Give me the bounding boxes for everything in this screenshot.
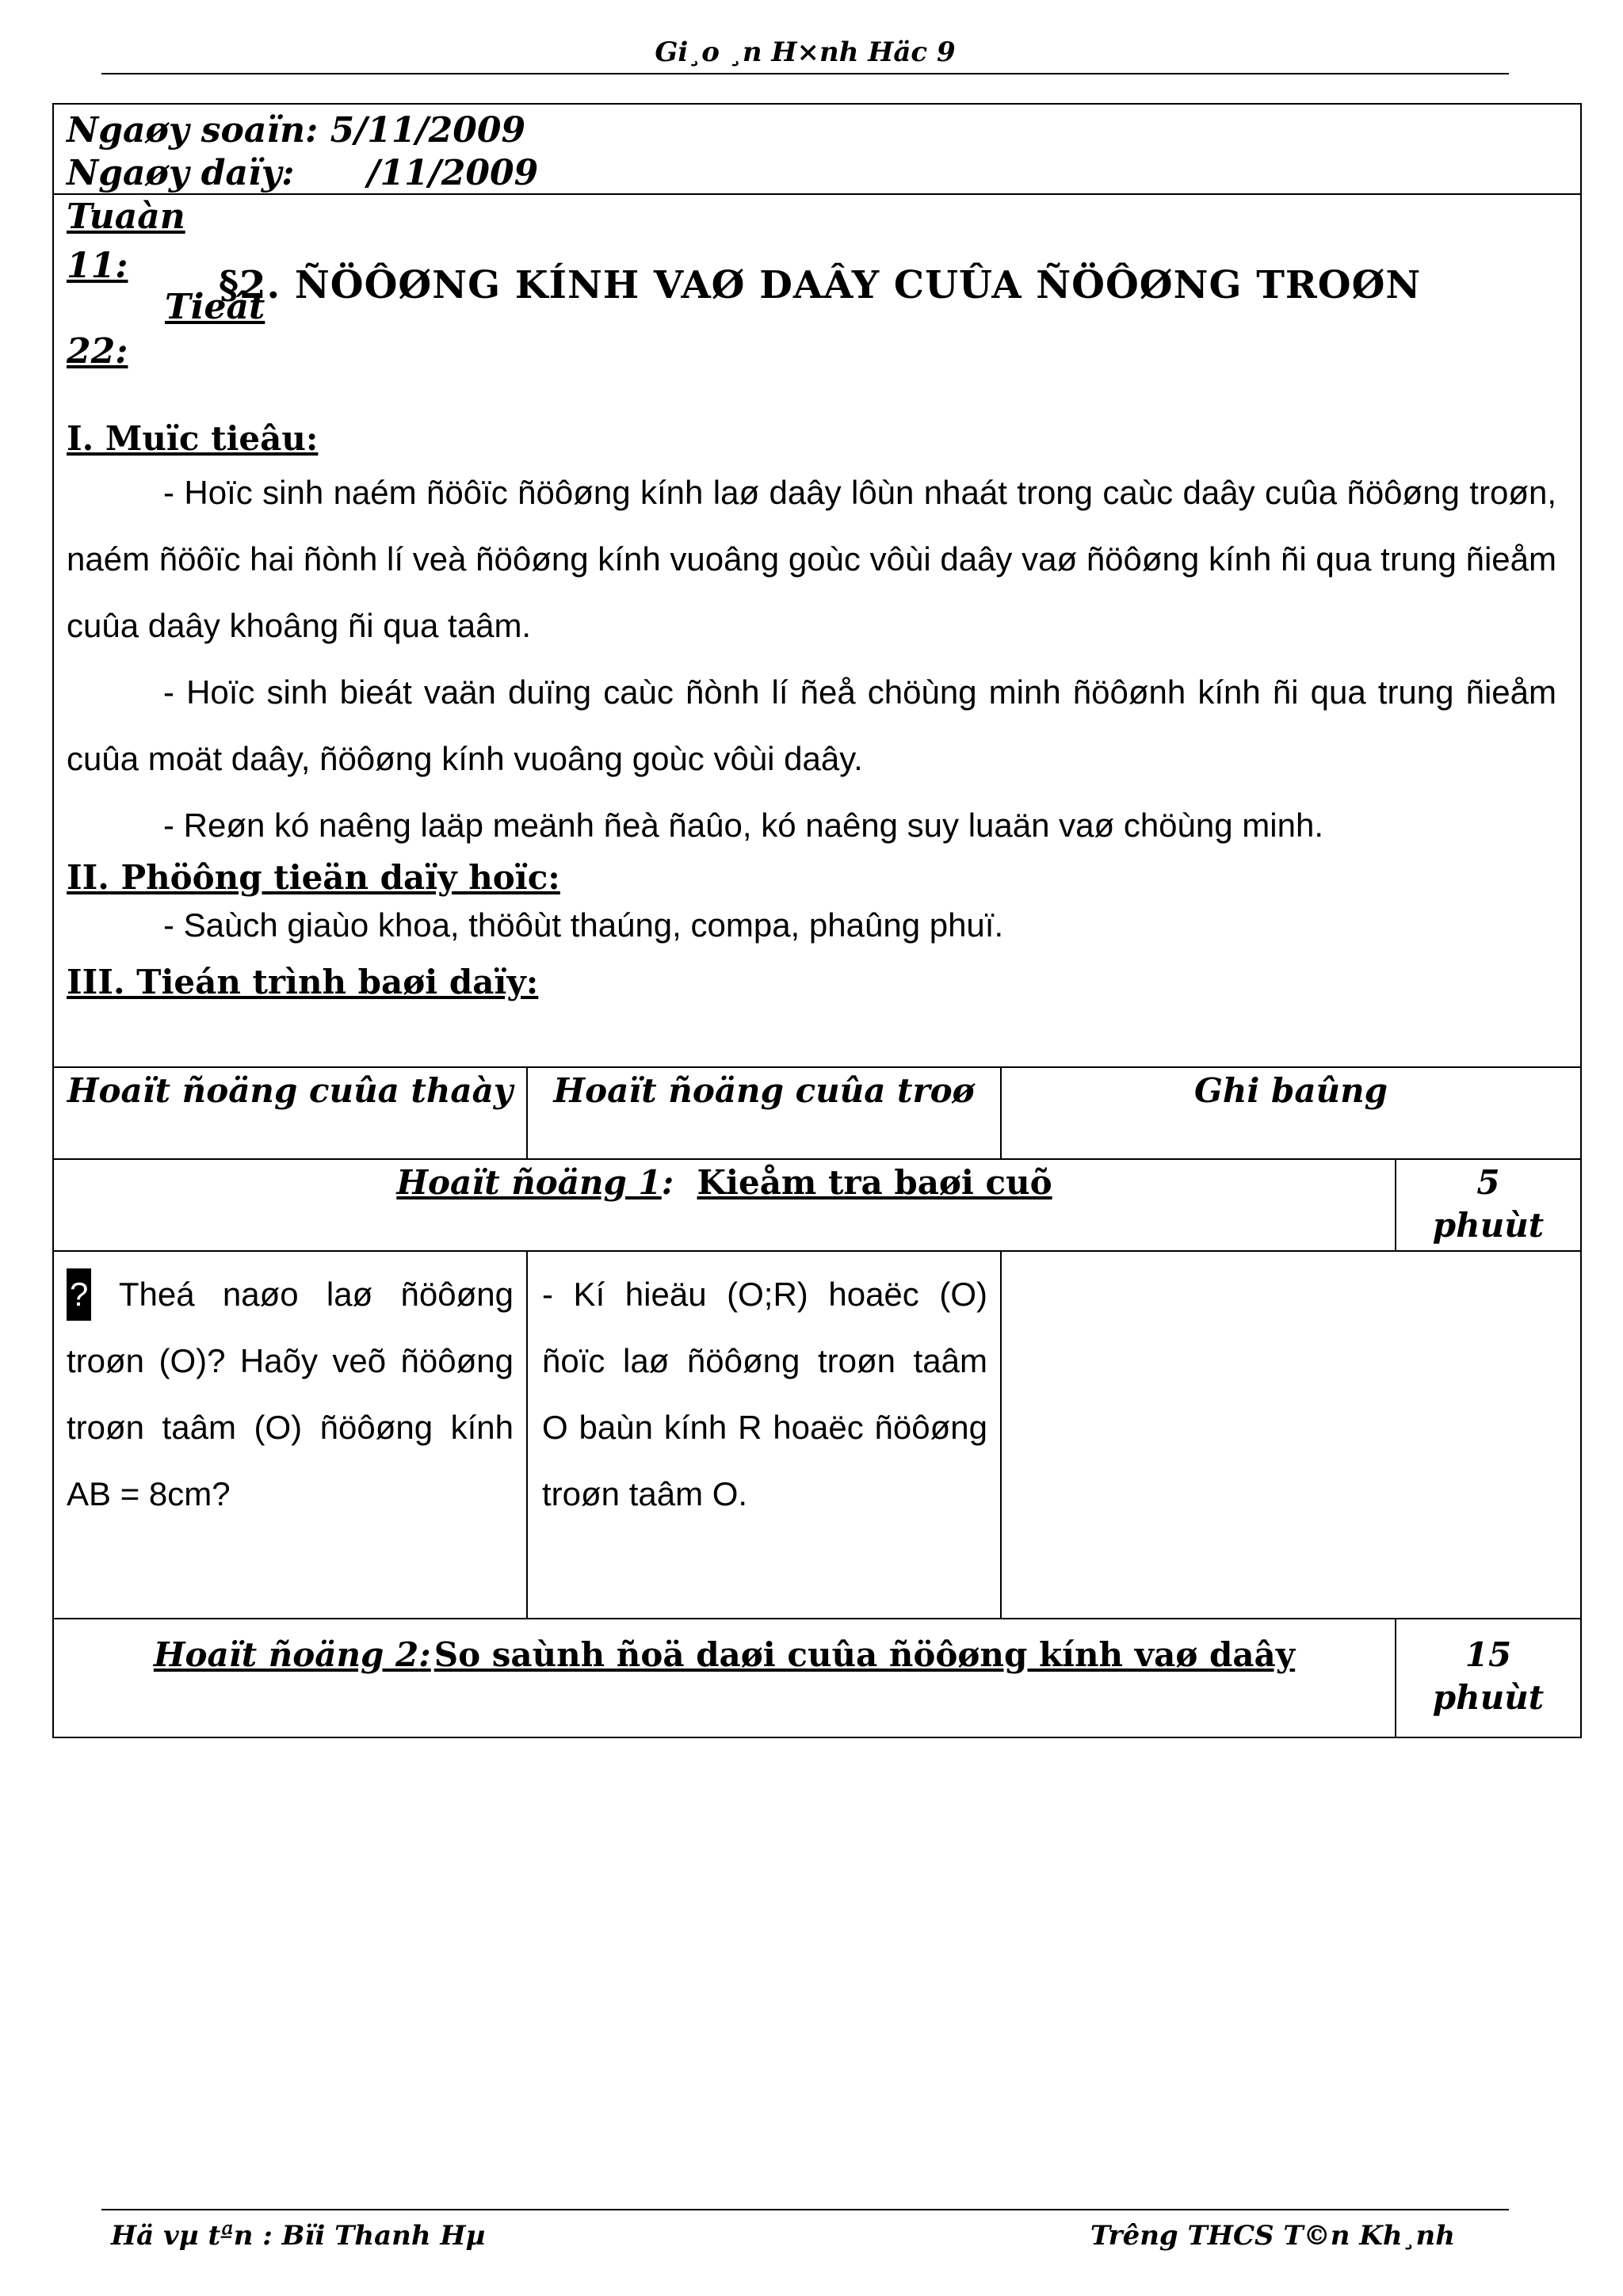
process-heading: III. Tieán trình baøi daïy: xyxy=(67,963,539,1001)
activity-2-name: So saùnh ñoä daøi cuûa ñöôøng kính vaø daây xyxy=(433,1635,1296,1674)
header-board-cell xyxy=(1000,1068,1580,1158)
activity-1-content-row xyxy=(54,1252,1580,1619)
lesson-content xyxy=(54,195,1580,1068)
activity-1-label: Hoaït ñoäng 1 xyxy=(396,1163,662,1202)
header-student: Hoaït ñoäng cuûa troø xyxy=(553,1071,975,1110)
week-number: 11: xyxy=(67,246,128,286)
activity-1-time-cell xyxy=(1395,1160,1580,1250)
student-answer: - Kí hieäu (O;R) hoaëc (O) ñoïc laø ñöôøng troøn taâm O baùn kính R hoaëc ñöôøng troøn taâm O. xyxy=(542,1276,987,1512)
activity-2-time: 15 phuùt xyxy=(1432,1635,1545,1717)
activity-1-title xyxy=(54,1160,1395,1250)
board-cell xyxy=(1000,1252,1580,1618)
objective-item: - Reøn kó naêng laäp meänh ñeà ñaûo, kó naêng suy luaän vaø chöùng minh. xyxy=(163,807,1323,844)
objectives-heading: I. Muïc tieâu: xyxy=(67,419,319,458)
activity-2-time-cell xyxy=(1395,1619,1580,1737)
activity-2-title xyxy=(54,1619,1395,1737)
period-label: Tieát xyxy=(165,287,265,327)
prepared-date: Ngaøy soaïn: 5/11/2009 xyxy=(67,110,526,151)
page-header xyxy=(101,32,1509,74)
teacher-cell xyxy=(54,1252,526,1618)
activity-2-colon: : xyxy=(418,1635,431,1674)
teacher-question xyxy=(67,1261,514,1527)
teacher-text: Theá naøo laø ñöôøng troøn (O)? Haõy veõ ñöôøng troøn taâm (O) ñöôøng kính AB = 8cm? xyxy=(67,1276,514,1512)
objective-item: - Hoïc sinh naém ñöôïc ñöôøng kính laø daây lôùn nhaát trong caùc daây cuûa ñöôøng troøn, naém ñöôïc hai ñònh lí veà ñöôøng kính vuoâng goùc vôùi daây vaø ñöôøng kính ñi qua trung ñieåm cuûa daây khoâng ñi qua taâm. xyxy=(67,474,1556,644)
activity-1-name: Kieåm tra baøi cuõ xyxy=(697,1163,1052,1202)
header-board: Ghi baûng xyxy=(1193,1071,1388,1110)
taught-date: Ngaøy daïy: /11/2009 xyxy=(67,153,539,193)
week-label: Tuaàn xyxy=(67,196,185,237)
footer-author: Hä vµ tªn : Bïi Thanh Hµ xyxy=(111,2220,486,2252)
student-cell xyxy=(526,1252,1000,1618)
materials-heading: II. Phöông tieän daïy hoïc: xyxy=(67,858,560,897)
footer-school: Trêng THCS T©n Kh¸nh xyxy=(1090,2220,1455,2252)
activity-2-row xyxy=(54,1619,1580,1737)
header-student-cell xyxy=(526,1068,1000,1158)
materials-item: - Saùch giaùo khoa, thöôùt thaúng, compa, phaûng phuï. xyxy=(163,906,1004,944)
lesson-plan-frame xyxy=(52,103,1582,1738)
dates-block xyxy=(54,105,1580,195)
objective-item: - Hoïc sinh bieát vaän duïng caùc ñònh lí ñeå chöùng minh ñöôønh kính ñi qua trung ñieåm cuûa moät daây, ñöôøng kính vuoâng goùc vôùi daây. xyxy=(67,673,1556,777)
question-mark-icon: ? xyxy=(67,1268,91,1321)
activity-1-colon: : xyxy=(661,1163,697,1202)
header-teacher: Hoaït ñoäng cuûa thaày xyxy=(67,1071,514,1110)
activity-1-time: 5 phuùt xyxy=(1432,1163,1545,1245)
activity-2-label: Hoaït ñoäng 2 xyxy=(153,1635,419,1674)
period-number: 22: xyxy=(67,331,128,372)
header-teacher-cell xyxy=(54,1068,526,1158)
page-footer xyxy=(101,2209,1509,2261)
table-header-row xyxy=(54,1068,1580,1160)
activity-1-row xyxy=(54,1160,1580,1252)
lesson-title: §2. ÑÖÔØNG KÍNH VAØ DAÂY CUÛA ÑÖÔØNG TROØN xyxy=(219,263,1422,307)
header-title: Gi¸o ¸n H×nh Häc 9 xyxy=(655,36,956,68)
